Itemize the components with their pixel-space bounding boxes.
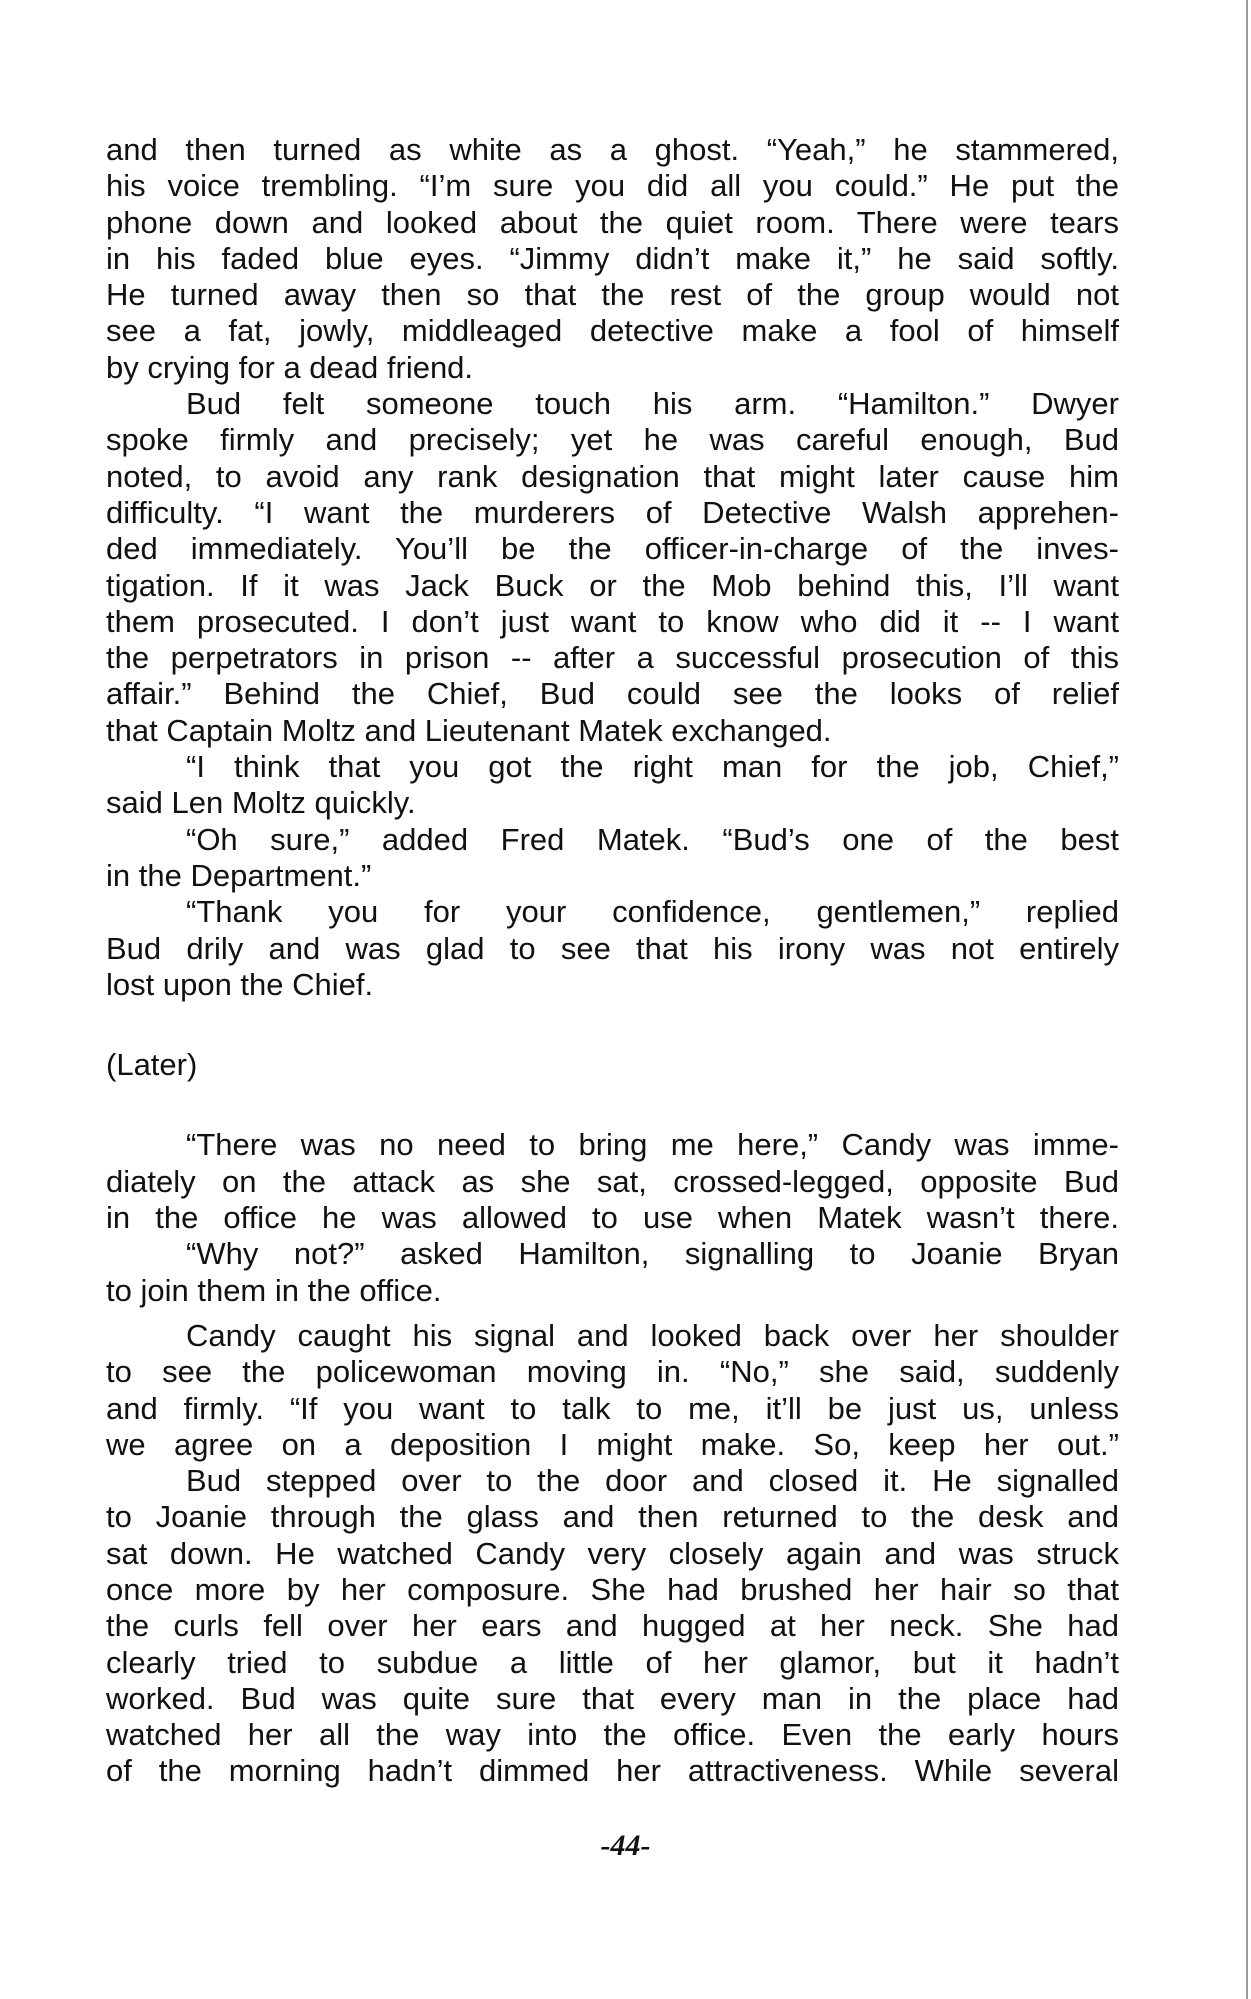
text-line: Bud stepped over to the door and closed it. He signalled [186, 1463, 1119, 1499]
text-line: said Len Moltz quickly. [106, 785, 416, 821]
text-line: and then turned as white as a ghost. “Yeah,” he stammered, [106, 132, 1119, 167]
text-line: to join them in the office. [106, 1272, 442, 1308]
text-line: see a fat, jowly, middleaged detective make a fool of himself [106, 313, 1119, 349]
text-line: Candy caught his signal and looked back over her shoulder [186, 1317, 1119, 1353]
text-line: to see the policewoman moving in. “No,” she said, suddenly [106, 1354, 1119, 1390]
text-line: that Captain Moltz and Lieutenant Matek exchanged. [106, 712, 832, 748]
text-line: in the office he was allowed to use when Matek wasn’t there. [106, 1200, 1119, 1236]
text-line: He turned away then so that the rest of the group would not [106, 277, 1119, 313]
text-line: his voice trembling. “I’m sure you did all you could.” He put the [106, 168, 1119, 204]
text-line: tigation. If it was Jack Buck or the Mob behind this, I’ll want [106, 567, 1119, 603]
page-body [106, 132, 1119, 1790]
text-line: we agree on a deposition I might make. So, keep her out.” [106, 1426, 1119, 1462]
text-line: phone down and looked about the quiet room. There were tears [106, 204, 1119, 240]
text-line: once more by her composure. She had brushed her hair so that [106, 1571, 1119, 1607]
text-line: by crying for a dead friend. [106, 349, 474, 385]
text-line: them prosecuted. I don’t just want to know who did it -- I want [106, 603, 1119, 639]
page-number: -44- [600, 1829, 651, 1862]
text-line: Bud drily and was glad to see that his irony was not entirely [106, 930, 1119, 966]
text-line: difficulty. “I want the murderers of Detective Walsh apprehen- [106, 494, 1119, 530]
text-line: “Oh sure,” added Fred Matek. “Bud’s one of the best [186, 821, 1119, 857]
text-line: to Joanie through the glass and then returned to the desk and [106, 1499, 1119, 1535]
text-line: noted, to avoid any rank designation that might later cause him [106, 458, 1119, 494]
text-line: “Thank you for your confidence, gentlemen,” replied [186, 894, 1119, 930]
text-line: watched her all the way into the office. Even the early hours [106, 1717, 1119, 1753]
text-line: the curls fell over her ears and hugged at her neck. She had [106, 1608, 1119, 1644]
text-line: ded immediately. You’ll be the officer-in-charge of the inves- [106, 531, 1119, 567]
text-line: affair.” Behind the Chief, Bud could see the looks of relief [106, 676, 1119, 712]
text-line: in the Department.” [106, 857, 372, 893]
page-edge-rule [1246, 0, 1248, 1999]
text-line: worked. Bud was quite sure that every man in the place had [106, 1680, 1119, 1716]
text-line: in his faded blue eyes. “Jimmy didn’t make it,” he said softly. [106, 240, 1119, 276]
text-line: “There was no need to bring me here,” Candy was imme- [186, 1127, 1119, 1163]
text-line: Bud felt someone touch his arm. “Hamilton.” Dwyer [186, 386, 1119, 422]
text-line: the perpetrators in prison -- after a successful prosecution of this [106, 640, 1119, 676]
text-line: and firmly. “If you want to talk to me, it’ll be just us, unless [106, 1390, 1119, 1426]
text-line: spoke firmly and precisely; yet he was careful enough, Bud [106, 422, 1119, 458]
text-line: of the morning hadn’t dimmed her attractiveness. While several [106, 1753, 1119, 1789]
text-line: “I think that you got the right man for the job, Chief,” [186, 749, 1119, 785]
text-line: diately on the attack as she sat, crossed-legged, opposite Bud [106, 1163, 1119, 1199]
text-line: sat down. He watched Candy very closely again and was struck [106, 1535, 1119, 1571]
text-line: lost upon the Chief. [106, 966, 374, 1002]
text-line: “Why not?” asked Hamilton, signalling to Joanie Bryan [186, 1236, 1119, 1272]
text-line: clearly tried to subdue a little of her glamor, but it hadn’t [106, 1644, 1119, 1680]
section-label: (Later) [106, 1047, 198, 1083]
